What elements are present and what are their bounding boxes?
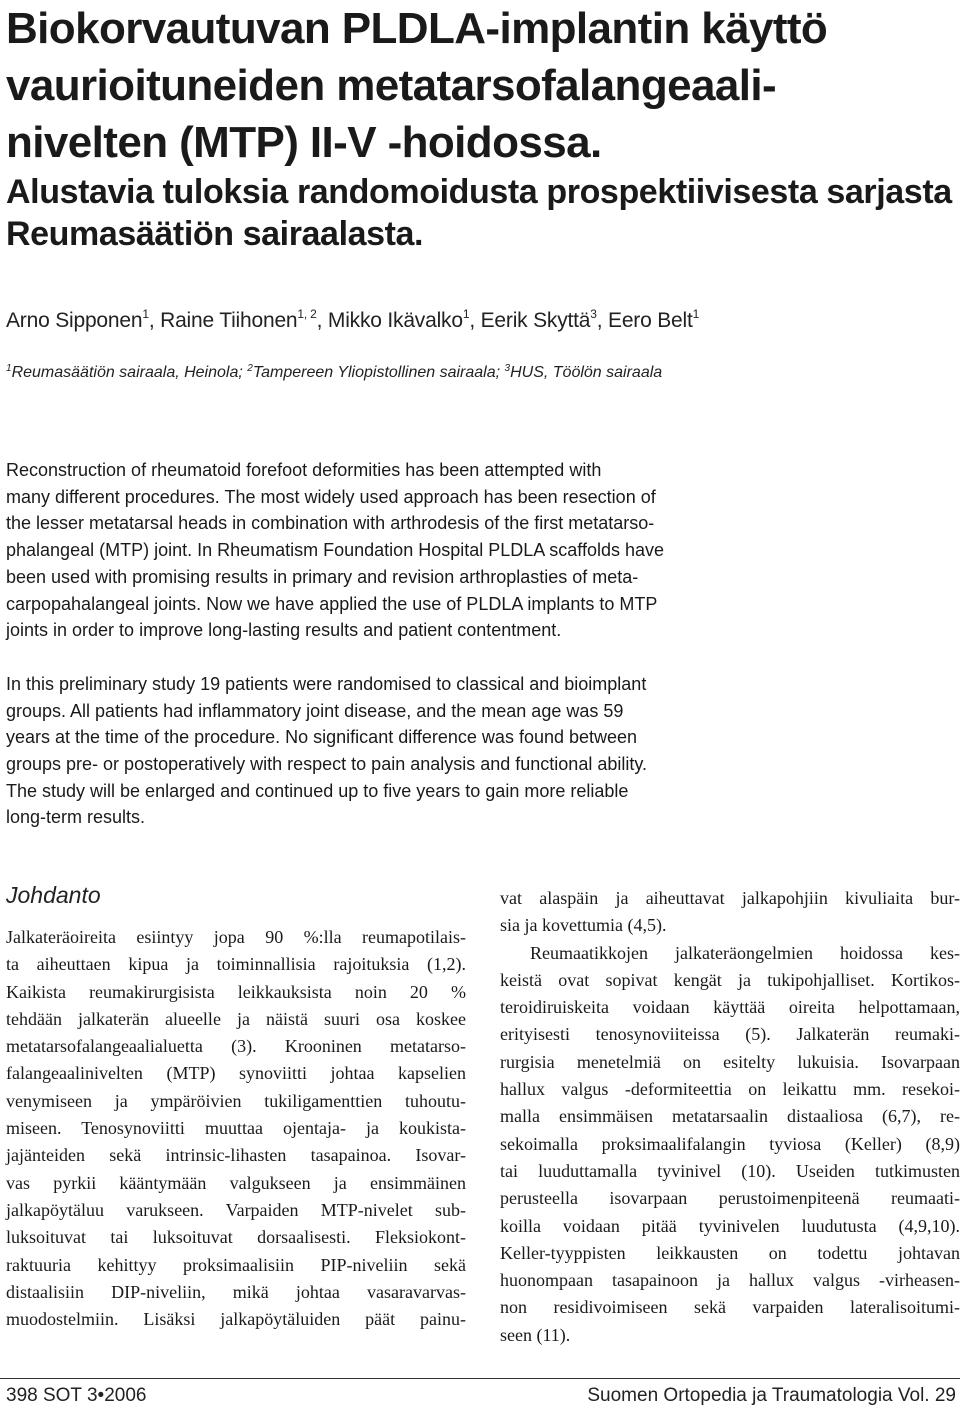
abstract-line: In this preliminary study 19 patients were randomised to classical and bioimplant (6, 673, 647, 694)
body-line: ta aiheuttaen kipua ja toiminnallisia rajoituksia (1,2). (6, 954, 466, 975)
body-line: malla ensimmäisen metatarsaalin distaaliosa (6,7), re- (500, 1106, 960, 1127)
article-subtitle (6, 171, 956, 255)
author-affiliation-mark: 1 (692, 307, 700, 321)
body-line: raktuuria kehittyy proksimaalisiin PIP-niveliin sekä (6, 1254, 466, 1275)
affiliation-text: HUS, Töölön sairaala (510, 364, 663, 381)
subtitle-line: Reumasäätiön sairaalasta. (6, 215, 424, 253)
body-column-right (500, 885, 960, 1349)
author-affiliation-mark: 3 (590, 307, 597, 321)
body-line: distaalisiin DIP-niveliin, mikä johtaa vasaravarvas- (6, 1281, 466, 1302)
affiliation-mark: 1 (6, 363, 12, 374)
body-line: muodostelmiin. Lisäksi jalkapöytäluiden päät painu- (6, 1309, 466, 1330)
abstract-line: Reconstruction of rheumatoid forefoot deformities has been attempted with (6, 460, 602, 480)
body-line: non residivoimiseen sekä varpaiden lateralisoitumi- (500, 1297, 960, 1318)
abstract-line: phalangeal (MTP) joint. In Rheumatism Foundation Hospital PLDLA scaffolds have (6, 540, 665, 561)
author-list: Arno Sipponen$^1$, Raine Tiihonen$^{1, 2}$, Mikko Ikävalko$^1$, Eerik Skyttä$^3$, Eero Belt$^1$ (6, 307, 700, 332)
body-line: vat alaspäin ja aiheuttavat jalkapohjiin kivuliaita bur- (500, 888, 960, 908)
body-line: huonompaan tasapainoon ja hallux valgus -virheasen- (500, 1270, 960, 1291)
body-line: metatarsofalangeaalialuetta (3). Krooninen metatarso- (6, 1036, 466, 1057)
author-name: Raine Tiihonen (160, 309, 298, 332)
body-line: tehdään jalkaterän alueelle ja näistä suuri osa koskee (6, 1008, 466, 1029)
author-affiliation-mark: 1 (462, 307, 470, 321)
affiliation-text: Tampereen Yliopistollinen sairaala; (252, 364, 505, 381)
body-line: perusteella isovarpaan perustoimenpiteenä reumaati- (500, 1188, 960, 1209)
body-line: Reumaatikkojen jalkateräongelmien hoidossa kes- (530, 942, 960, 963)
footer-journal-name: Suomen Ortopedia ja Traumatologia Vol. 29 (587, 1385, 956, 1406)
abstract-line: The study will be enlarged and continued up to five years to gain more reliable (6, 780, 629, 801)
body-line: falangeaalinivelten (MTP) synoviitti johtaa kapselien (6, 1063, 466, 1084)
author-name: Eerik Skyttä (480, 309, 591, 332)
body-line: miseen. Tenosynoviitti muuttaa ojentaja- ja koukista- (6, 1118, 466, 1139)
author-affiliation-mark: 1 (142, 307, 149, 321)
subtitle-line: Alustavia tuloksia randomoidusta prospektiivisesta sarjasta (6, 173, 952, 211)
abstract-line: groups pre- or postoperatively with respect to pain analysis and functional ability. (6, 754, 648, 775)
body-line: jalkapöytäluu varukseen. Varpaiden MTP-nivelet sub- (6, 1199, 466, 1220)
body-line: tai luuduttamalla tyvinivel (10). Useiden tutkimusten (500, 1160, 960, 1181)
body-line: hallux valgus -deformiteettia on leikattu mm. resekoi- (500, 1079, 960, 1100)
body-column-left (6, 878, 466, 1333)
body-line: koilla voidaan pitää tyvinivelen luudutusta (4,9,10). (500, 1215, 960, 1236)
section-heading-johdanto: Johdanto (6, 882, 101, 908)
author-name: Arno Sipponen (6, 309, 143, 332)
body-line: luksoituvat tai luksoituvat dorsaalisesti. Fleksiokont- (6, 1227, 466, 1248)
body-line: sekoimalla proksimaalifalangin tyviosa (Keller) (8,9) (500, 1133, 960, 1154)
body-line: erityisesti tenosynoviiteissa (5). Jalkaterän reumaki- (500, 1024, 960, 1045)
abstract-line: years at the time of the procedure. No significant difference was found between (6, 727, 638, 748)
title-line: nivelten (MTP) II-V -hoidossa. (6, 118, 602, 167)
affiliation-mark: 3 (504, 363, 511, 374)
abstract-line: the lesser metatarsal heads in combination with arthrodesis of the first metatarso- (6, 513, 655, 534)
abstract-line: groups. All patients had inflammatory joint disease, and the mean age was 59 (6, 700, 624, 721)
article-title (6, 0, 956, 171)
author-name: Mikko Ikävalko (327, 309, 463, 332)
body-line: keistä ovat sopivat kengät ja tukipohjalliset. Kortikos- (500, 969, 960, 990)
abstract-line: carpopahalangeal joints. Now we have applied the use of PLDLA implants to MTP (6, 593, 658, 614)
body-line: Jalkateräoireita esiintyy jopa 90 %:lla reumapotilais- (6, 927, 466, 947)
body-line: rurgisia menetelmiä on esitelty lukuisia. Isovarpaan (500, 1051, 960, 1072)
abstract-line: joints in order to improve long-lasting results and patient contentment. (6, 620, 562, 641)
abstract-line: been used with promising results in primary and revision arthroplasties of meta- (6, 566, 639, 587)
footer-page-info: 398 SOT 3•2006 (6, 1385, 147, 1406)
body-line: seen (11). (500, 1324, 571, 1345)
title-line: vaurioituneiden metatarsofalangeaali- (6, 61, 777, 110)
english-abstract (6, 457, 956, 831)
body-line: venymiseen ja ympäröivien tukiligamenttien tuhoutu- (6, 1090, 466, 1111)
body-line: vas pyrkii kääntymään valgukseen ja ensimmäinen (6, 1172, 466, 1193)
abstract-line: long-term results. (6, 807, 146, 828)
body-line: jajänteiden sekä intrinsic-lihasten tasapainoa. Isovar- (6, 1145, 466, 1166)
abstract-paragraph (6, 457, 956, 644)
abstract-line: many different procedures. The most widely used approach has been resection of (6, 486, 656, 507)
title-line: Biokorvautuvan PLDLA-implantin käyttö (6, 4, 828, 53)
body-line: teroidiruiskeita voidaan käyttää oireita helpottamaan, (500, 997, 960, 1018)
body-line: Keller-tyyppisten leikkausten on todettu johtavan (500, 1242, 960, 1263)
affiliation-list (6, 364, 956, 382)
affiliation-text: Reumasäätiön sairaala, Heinola; (11, 364, 248, 381)
body-line: sia ja kovettumia (4,5). (500, 915, 667, 936)
body-line: Kaikista reumakirurgisista leikkauksista noin 20 % (6, 981, 466, 1002)
abstract-paragraph (6, 671, 956, 831)
author-name: Eero Belt (608, 309, 693, 332)
footer-rule (0, 1378, 960, 1379)
affiliation-mark: 2 (247, 363, 253, 374)
author-affiliation-mark: 1, 2 (297, 307, 317, 321)
article-title-block (6, 0, 956, 255)
